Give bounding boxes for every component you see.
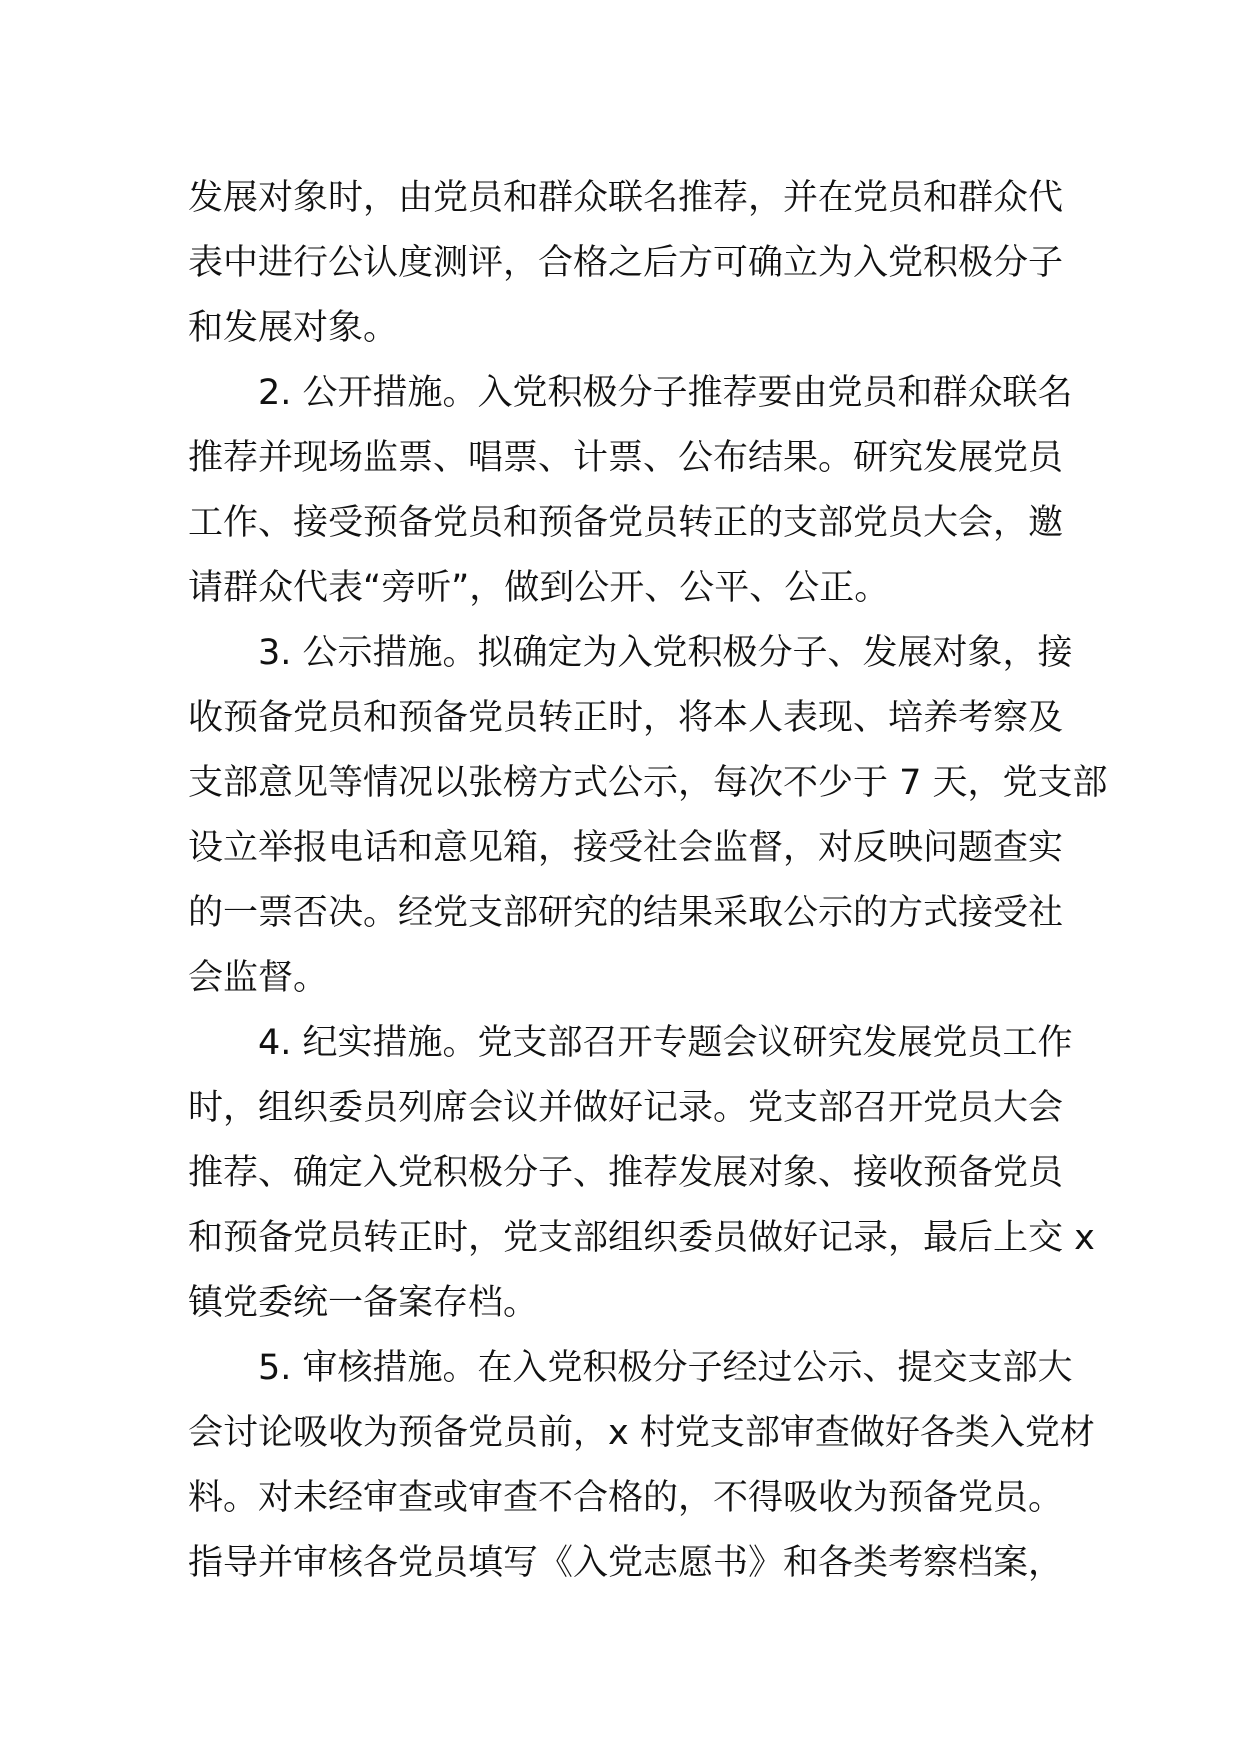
paragraph-4-first-line: 4. 纪实措施。党支部召开专题会议研究发展党员工作 [258,1023,1073,1063]
text-line: 料。对未经审查或审查不合格的，不得吸收为预备党员。 [188,1478,1064,1518]
text-line: 镇党委统一备案存档。 [188,1283,539,1323]
text-line: 工作、接受预备党员和预备党员转正的支部党员大会，邀 [188,503,1064,543]
text-line: 指导并审核各党员填写《入党志愿书》和各类考察档案， [188,1543,1064,1583]
text-line: 时，组织委员列席会议并做好记录。党支部召开党员大会 [188,1088,1064,1128]
text-line: 和发展对象。 [188,308,399,348]
text-line: 推荐、确定入党积极分子、推荐发展对象、接收预备党员 [188,1153,1064,1193]
paragraph-5-first-line: 5. 审核措施。在入党积极分子经过公示、提交支部大 [258,1348,1073,1388]
text-line: 和预备党员转正时，党支部组织委员做好记录，最后上交 x [188,1218,1095,1258]
text-line: 请群众代表“旁听”，做到公开、公平、公正。 [188,568,890,608]
text-line: 发展对象时，由党员和群众联名推荐，并在党员和群众代 [188,178,1064,218]
text-line: 表中进行公认度测评，合格之后方可确立为入党积极分子 [188,243,1064,283]
text-line: 会监督。 [188,958,329,998]
text-line: 支部意见等情况以张榜方式公示，每次不少于 7 天，党支部 [188,763,1108,803]
text-line: 收预备党员和预备党员转正时，将本人表现、培养考察及 [188,698,1064,738]
text-line: 推荐并现场监票、唱票、计票、公布结果。研究发展党员 [188,438,1064,478]
text-line: 设立举报电话和意见箱，接受社会监督，对反映问题查实 [188,828,1064,868]
paragraph-2-first-line: 2. 公开措施。入党积极分子推荐要由党员和群众联名 [258,373,1073,413]
document-body [188,166,1108,1596]
text-line: 的一票否决。经党支部研究的结果采取公示的方式接受社 [188,893,1064,933]
paragraph-3-first-line: 3. 公示措施。拟确定为入党积极分子、发展对象，接 [258,633,1073,673]
text-line: 会讨论吸收为预备党员前，x 村党支部审查做好各类入党材 [188,1413,1095,1453]
